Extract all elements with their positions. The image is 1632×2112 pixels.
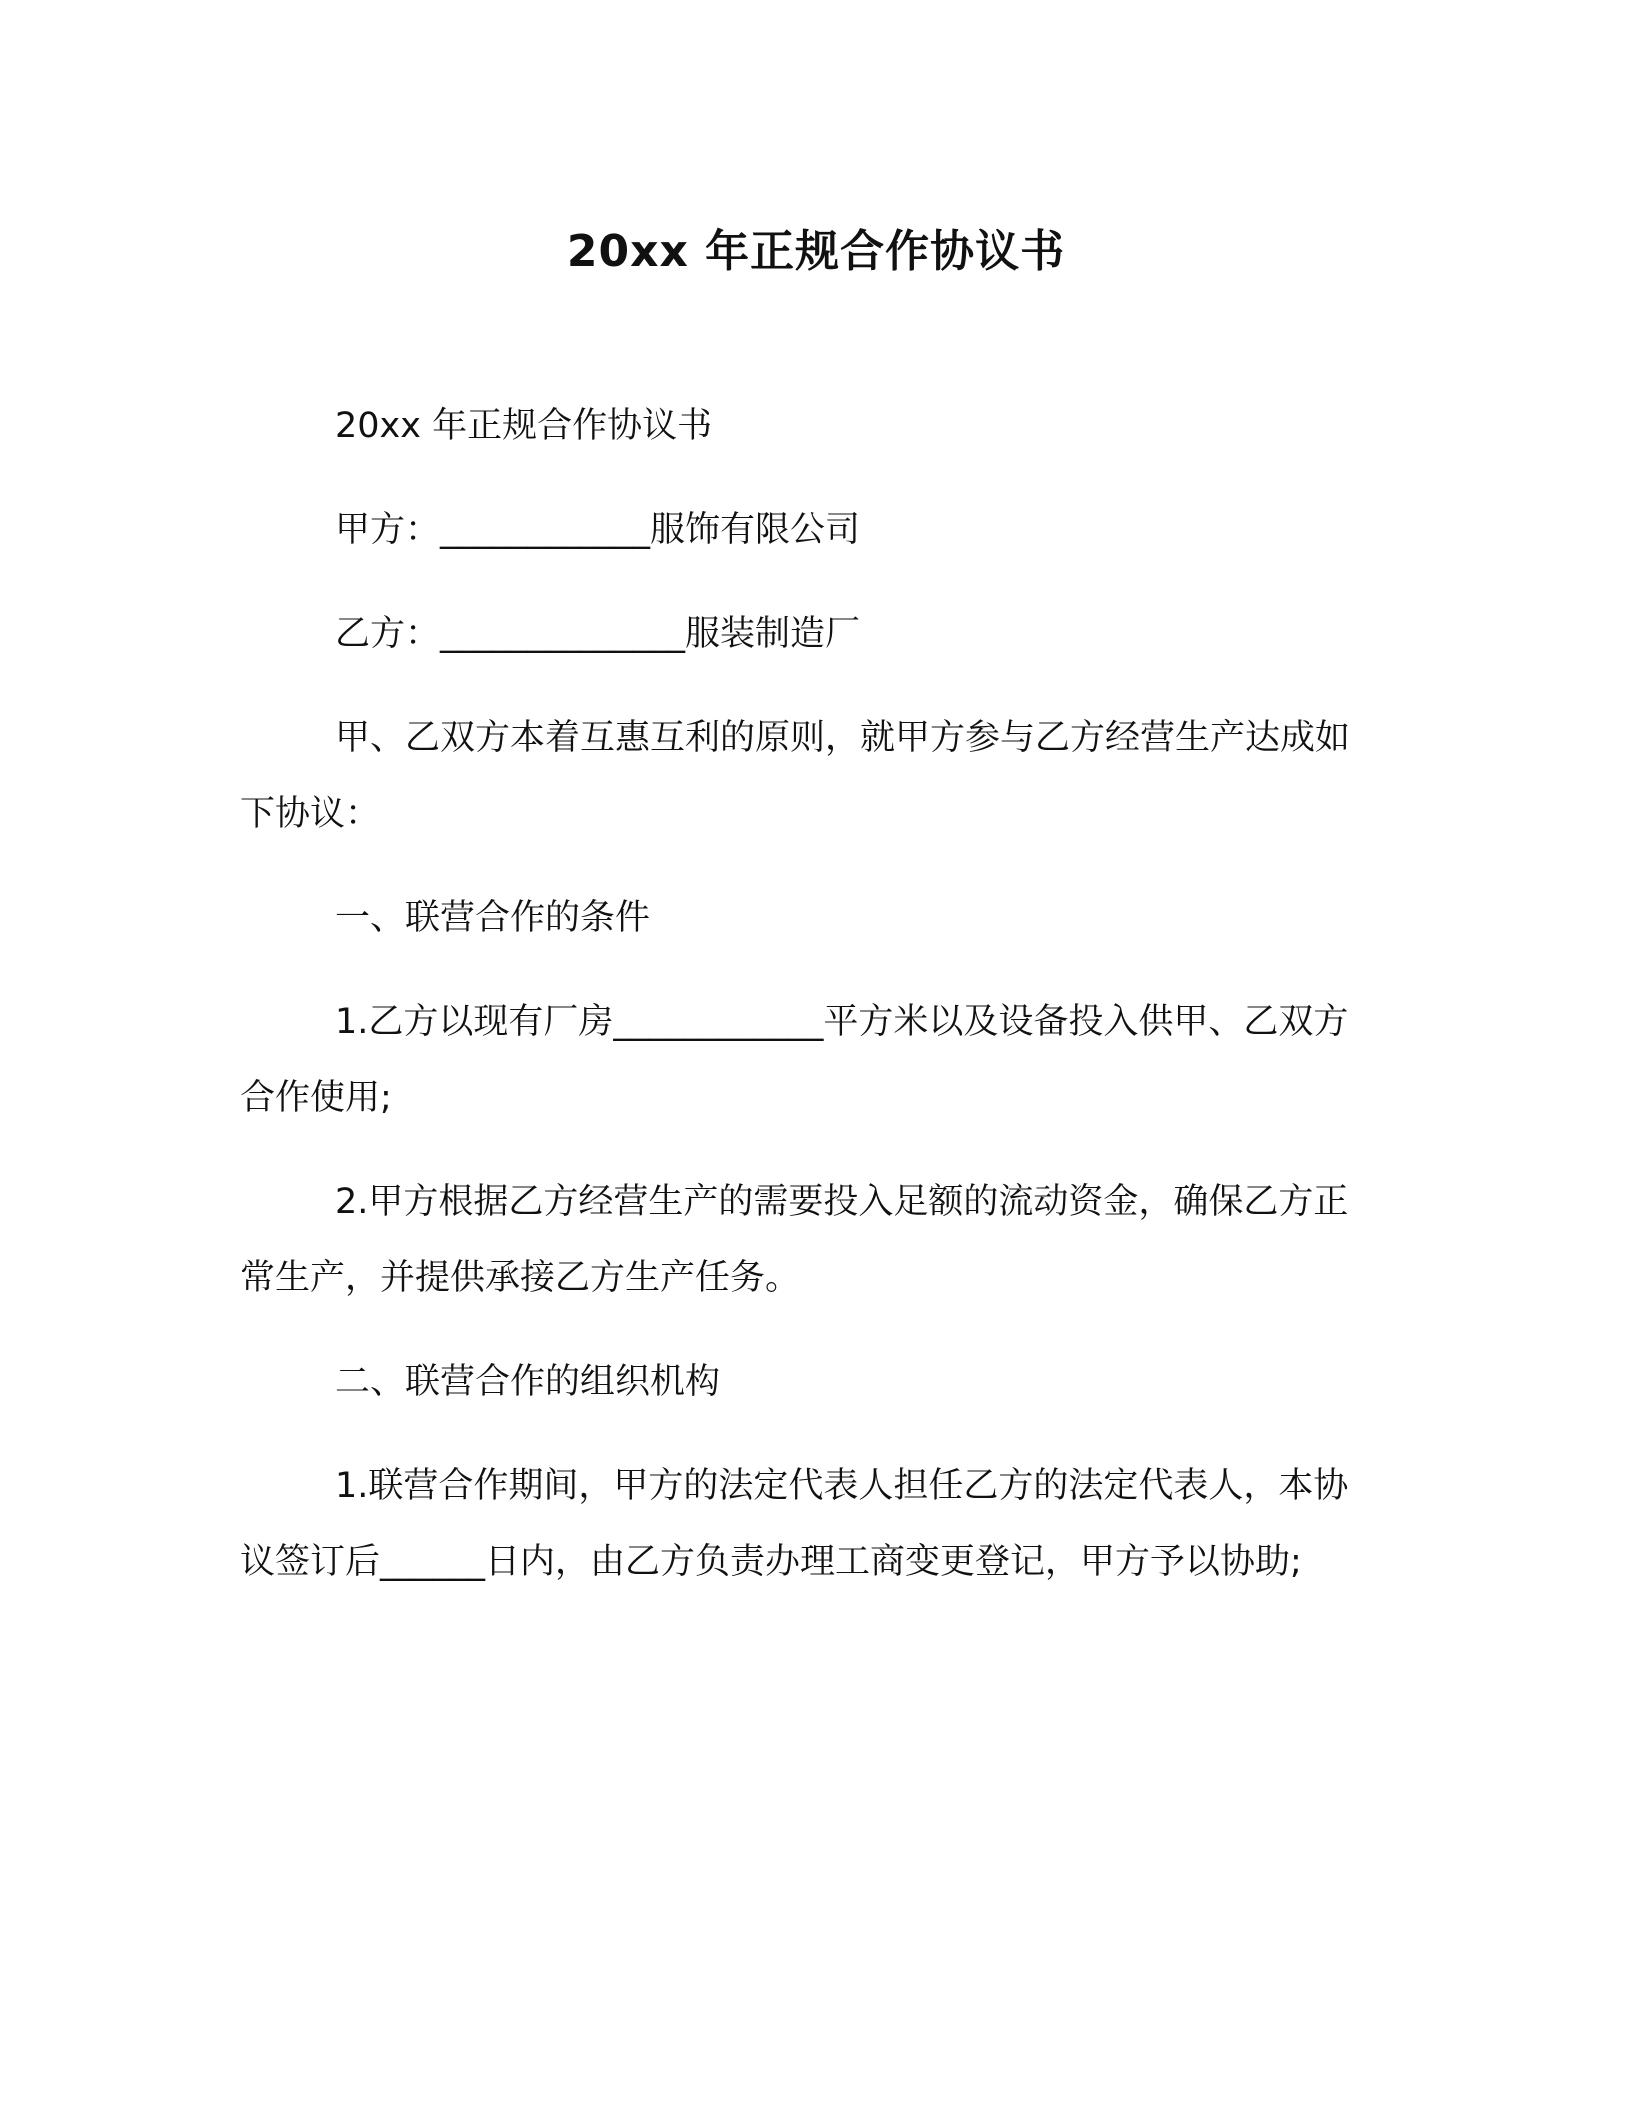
clause-1-2: 2.甲方根据乙方经营生产的需要投入足额的流动资金，确保乙方正常生产，并提供承接乙方生产任务。 xyxy=(240,1182,1349,1298)
clause-1-1: 1.乙方以现有厂房____________平方米以及设备投入供甲、乙双方合作使用; xyxy=(240,1002,1349,1118)
document-body xyxy=(240,388,1370,1628)
document-title: 20xx 年正规合作协议书 xyxy=(566,226,1066,277)
clause-2-1: 1.联营合作期间，甲方的法定代表人担任乙方的法定代表人，本协议签订后______日内，由乙方负责办理工商变更登记，甲方予以协助; xyxy=(240,1466,1349,1582)
subtitle-paragraph: 20xx 年正规合作协议书 xyxy=(335,406,713,446)
party-b-paragraph: 乙方：______________服装制造厂 xyxy=(335,614,861,654)
section-heading-2: 二、联营合作的组织机构 xyxy=(335,1362,721,1402)
section-heading-1: 一、联营合作的条件 xyxy=(335,898,651,938)
party-a-paragraph: 甲方：____________服饰有限公司 xyxy=(335,510,861,550)
preamble-paragraph: 甲、乙双方本着互惠互利的原则，就甲方参与乙方经营生产达成如下协议： xyxy=(240,718,1351,834)
